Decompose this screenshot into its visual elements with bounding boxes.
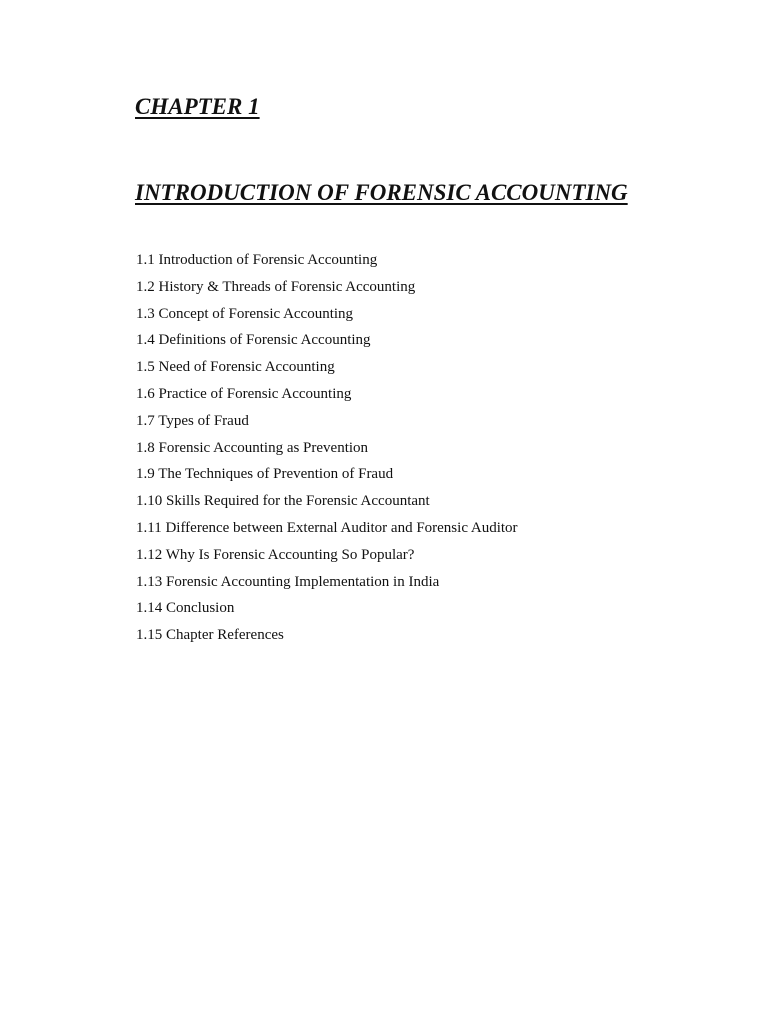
toc-item: 1.10 Skills Required for the Forensic Accountant (136, 493, 430, 510)
toc-item: 1.5 Need of Forensic Accounting (136, 359, 335, 376)
toc-item: 1.2 History & Threads of Forensic Accounting (136, 278, 416, 295)
toc-item: 1.7 Types of Fraud (136, 412, 249, 429)
toc-item: 1.13 Forensic Accounting Implementation in India (136, 573, 440, 590)
toc-item: 1.15 Chapter References (136, 627, 284, 644)
toc-item: 1.11 Difference between External Auditor and Forensic Auditor (136, 519, 518, 536)
toc-item: 1.12 Why Is Forensic Accounting So Popular? (136, 546, 415, 563)
toc-item: 1.9 The Techniques of Prevention of Fraud (136, 466, 394, 483)
toc-item: 1.3 Concept of Forensic Accounting (136, 305, 354, 322)
toc-item: 1.6 Practice of Forensic Accounting (136, 385, 352, 402)
toc-item: 1.4 Definitions of Forensic Accounting (136, 332, 371, 349)
toc-item: 1.8 Forensic Accounting as Prevention (136, 439, 369, 456)
table-of-contents (136, 247, 518, 649)
chapter-title: INTRODUCTION OF FORENSIC ACCOUNTING (135, 180, 628, 205)
toc-item: 1.1 Introduction of Forensic Accounting (136, 252, 378, 268)
toc-item: 1.14 Conclusion (136, 600, 235, 617)
chapter-label: CHAPTER 1 (135, 94, 260, 119)
